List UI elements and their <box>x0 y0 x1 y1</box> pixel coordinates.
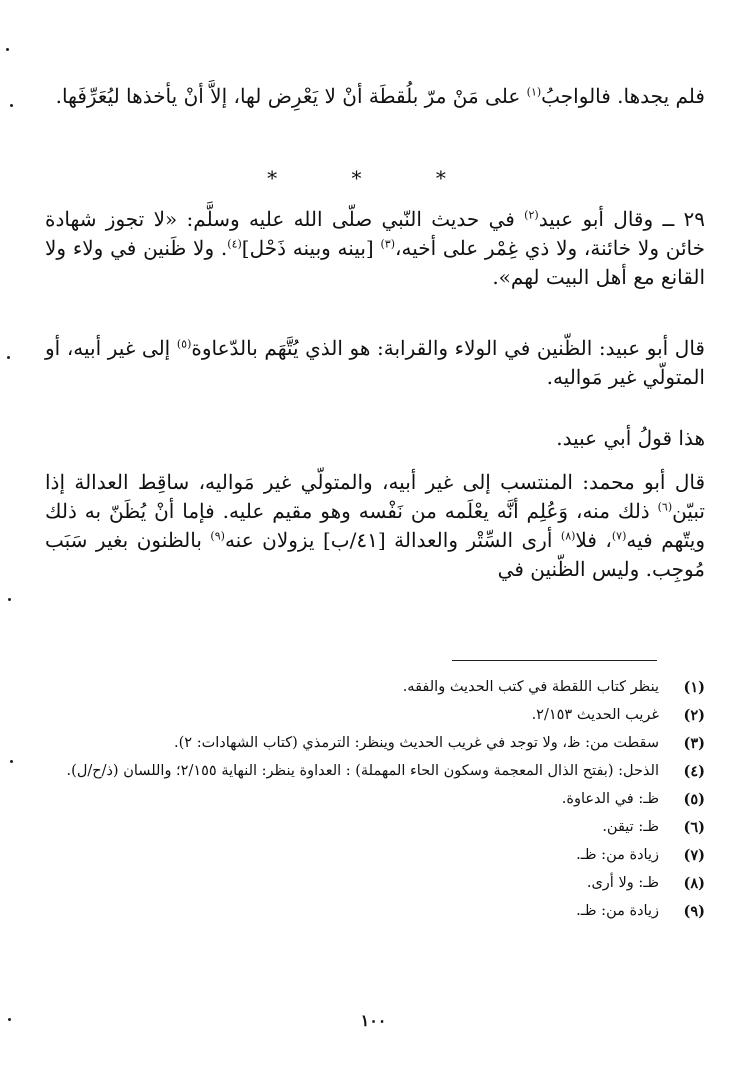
footnote-marker[interactable]: (٨) <box>560 529 576 543</box>
footnote-text: ظـ: تيقن. <box>602 819 659 835</box>
footnote-item <box>40 816 705 839</box>
paragraph-text: في حديث النّبي صلّى الله عليه وسلَّم: «لا تجوز شهادة خائن ولا خائنة، ولا ذي غِمْر على أخيه، <box>45 207 706 260</box>
footnote-item <box>40 760 705 783</box>
footnote-item <box>40 844 705 867</box>
paragraph-abu-muhammad <box>45 468 705 584</box>
paragraph-intro <box>45 82 705 111</box>
footnote-item <box>40 900 705 923</box>
page-number: ١٠٠ <box>360 1011 387 1030</box>
footnote-marker[interactable]: (٦) <box>657 500 673 514</box>
footnote-number: (٥) <box>683 791 705 808</box>
footnote-marker[interactable]: (١) <box>526 85 542 99</box>
footnote-marker[interactable]: (٤) <box>227 237 242 251</box>
margin-mark <box>8 1018 11 1021</box>
footnotes-list <box>40 676 705 928</box>
paragraph-hadith <box>45 205 705 292</box>
footnote-item <box>40 732 705 755</box>
paragraph-text: [بينه وبينه ذَحْل] <box>241 236 381 260</box>
footnote-text: زيادة من: ظـ. <box>576 903 659 919</box>
footnote-divider <box>452 660 657 661</box>
footnote-marker[interactable]: (٥) <box>176 337 192 351</box>
paragraph-abu-ubaid <box>45 334 705 392</box>
footnote-item <box>40 676 705 699</box>
footnote-text: غريب الحديث ٢/١٥٣. <box>531 707 659 723</box>
footnote-text: زيادة من: ظـ. <box>576 847 659 863</box>
paragraph-text: أرى السِّتْر والعدالة [٤١/ب] يزولان عنه <box>224 528 561 552</box>
footnote-text: ظـ: في الدعاوة. <box>561 791 659 807</box>
margin-mark <box>8 598 11 601</box>
footnote-item <box>40 788 705 811</box>
footnote-number: (٩) <box>683 903 705 920</box>
separator-stars: * * * <box>267 166 480 190</box>
paragraph-text: بالظنون بغير سَبَب مُوجِب. وليس الظّنين في <box>45 528 705 581</box>
footnote-marker[interactable]: (٢) <box>524 208 539 222</box>
footnote-marker[interactable]: (٣) <box>380 237 396 251</box>
footnote-number: (٢) <box>683 707 705 724</box>
paragraph-text: إلى غير أبيه، أو المتولّي غير مَواليه. <box>45 336 705 389</box>
margin-mark <box>7 356 10 359</box>
footnote-text: ينظر كتاب اللقطة في كتب الحديث والفقه. <box>402 679 659 695</box>
footnote-text: سقطت من: ظ، ولا توجد في غريب الحديث وينظر: الترمذي (كتاب الشهادات: ٢). <box>174 735 659 751</box>
paragraph-abu-ubaid-closing <box>45 424 705 453</box>
paragraph-text: قال أبو محمد: المنتسب إلى غير أبيه، والمتولّي غير مَواليه، ساقِط العدالة إذا تبيّن <box>45 470 705 523</box>
footnote-text: الذحل: (بفتح الذال المعجمة وسكون الحاء المهملة) : العداوة ينظر: النهاية ٢/١٥٥؛ واللسان (ذ/ح/ل). <box>66 763 659 779</box>
footnote-number: (٦) <box>683 819 705 836</box>
margin-mark <box>10 760 13 763</box>
paragraph-text: ٢٩ ــ وقال أبو عبيد <box>538 207 705 231</box>
footnote-text: ظـ: ولا أرى. <box>586 875 659 891</box>
footnote-number: (٣) <box>683 735 705 752</box>
footnote-number: (٤) <box>683 763 705 780</box>
footnote-item <box>40 704 705 727</box>
footnote-marker[interactable]: (٩) <box>210 529 225 543</box>
footnote-number: (٧) <box>683 847 705 864</box>
footnote-number: (٨) <box>683 875 705 892</box>
footnote-marker[interactable]: (٧) <box>611 529 627 543</box>
paragraph-text: هذا قولُ أبي عبيد. <box>556 426 705 450</box>
paragraph-text: ، فلا <box>575 528 612 552</box>
paragraph-text: فلم يجدها. فالواجبُ <box>541 84 705 108</box>
section-separator <box>0 166 747 190</box>
footnote-item <box>40 872 705 895</box>
footnote-number: (١) <box>683 679 705 696</box>
margin-mark <box>10 104 13 107</box>
paragraph-text: ذلك منه، وَعُلِم أنَّه يعْلَمه من نَفْسه وهو مقيم عليه. فإما أنْ يُظَنّ به ذلك ويتّهم فيه <box>45 499 705 552</box>
paragraph-text: . ولا ظَنين في ولاء ولا القانع مع أهل البيت لهم». <box>45 236 705 289</box>
paragraph-text: قال أبو عبيد: الظّنين في الولاء والقرابة: هو الذي يُتَّهَم بالدّعاوة <box>191 336 705 360</box>
margin-mark <box>6 48 9 51</box>
paragraph-text: على مَنْ مرّ بلُقطَة أنْ لا يَعْرِض لها، إلاَّ أنْ يأخذها ليُعَرِّفَها. <box>55 84 527 108</box>
